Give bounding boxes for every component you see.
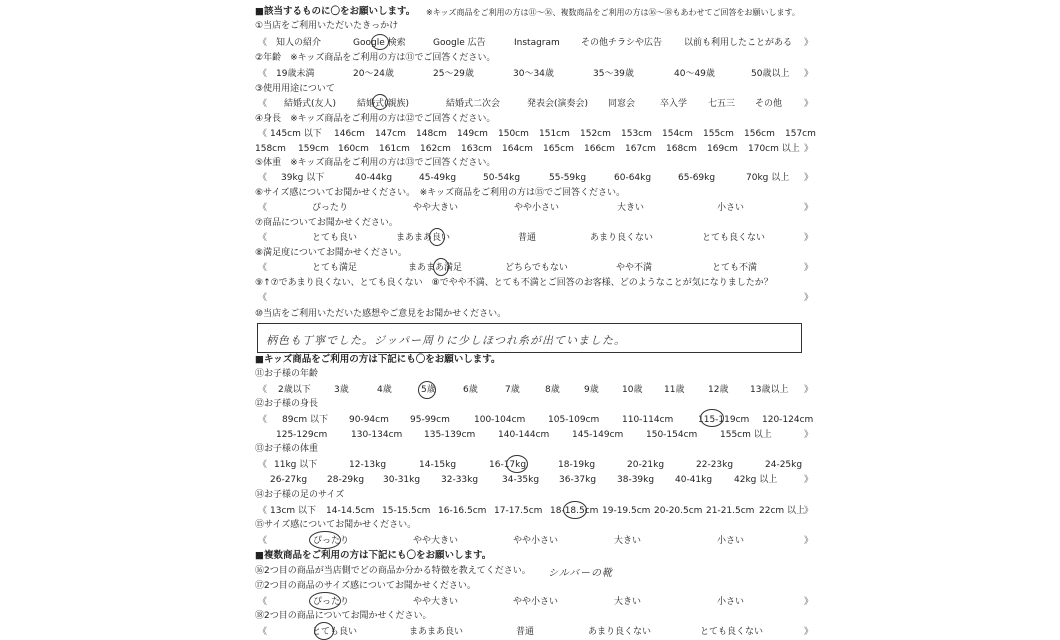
q4-option[interactable]: 156cm	[744, 129, 775, 139]
q4-option[interactable]: 167cm	[625, 144, 656, 154]
q12-option[interactable]: 100-104cm	[474, 415, 526, 425]
q8-option[interactable]: まあまあ満足	[408, 263, 463, 273]
q3-option[interactable]: 七五三	[708, 99, 736, 109]
q4-option[interactable]: 154cm	[662, 129, 693, 139]
q8-option[interactable]: やや不満	[616, 263, 653, 273]
q14-option[interactable]: 15-15.5cm	[382, 506, 431, 516]
q15-option[interactable]: 大きい	[614, 536, 642, 546]
q14-option[interactable]: 18-18.5cm	[550, 506, 599, 516]
kids-section-header: ■キッズ商品をご利用の方は下記にも〇をお願いします。	[255, 354, 501, 365]
q6-option[interactable]: やや小さい	[514, 203, 560, 213]
q12-option[interactable]: 115-119cm	[698, 415, 750, 425]
q11-hand-circle-mark	[418, 381, 436, 399]
q3-open-bracket: 《	[258, 99, 268, 109]
q18-open-bracket: 《	[258, 627, 268, 637]
q12-option[interactable]: 125-129cm	[276, 430, 328, 440]
q7-label: ⑦商品についてお聞かせください。	[255, 218, 398, 228]
q1-option[interactable]: 知人の紹介	[276, 38, 322, 48]
q7-option[interactable]: あまり良くない	[590, 233, 654, 243]
q13-open-bracket: 《	[258, 460, 268, 470]
q5-option[interactable]: 39kg 以下	[281, 173, 325, 183]
q13-option[interactable]: 22-23kg	[696, 460, 734, 470]
q4-label: ④身長 ※キッズ商品をご利用の方は⑫でご回答ください。	[255, 114, 496, 124]
q11-open-bracket: 《	[258, 385, 268, 395]
q9-label: ⑨↑⑦であまり良くない、とても良くない ⑧でやや不満、とても不満とご回答のお客様、どのようなことが気になりましたか？	[255, 278, 773, 288]
q8-label: ⑧満足度についてお聞かせください。	[255, 248, 407, 258]
q11-option[interactable]: 10歳	[622, 385, 643, 395]
q1-option[interactable]: Google 広告	[433, 38, 486, 48]
q4-option[interactable]: 157cm	[785, 129, 816, 139]
q13-option[interactable]: 20-21kg	[627, 460, 665, 470]
q14-open-bracket: 《	[258, 506, 268, 516]
q7-option[interactable]: とても良くない	[702, 233, 766, 243]
q2-option[interactable]: 30～34歳	[513, 69, 554, 79]
q12-option[interactable]: 155cm 以上	[720, 430, 772, 440]
q2-close-bracket: 》	[804, 69, 814, 79]
q5-option[interactable]: 55-59kg	[549, 173, 587, 183]
q1-label: ①当店をご利用いただいたきっかけ	[255, 21, 399, 31]
q12-option[interactable]: 145-149cm	[572, 430, 624, 440]
q14-option[interactable]: 20-20.5cm	[654, 506, 703, 516]
q8-option[interactable]: とても不満	[712, 263, 758, 273]
q2-option[interactable]: 25～29歳	[433, 69, 474, 79]
q18-hand-circle-mark	[314, 622, 334, 640]
q12-option[interactable]: 95-99cm	[410, 415, 450, 425]
q12-option[interactable]: 89cm 以下	[282, 415, 329, 425]
q11-option[interactable]: 2歳以下	[278, 385, 311, 395]
q8-close-bracket: 》	[804, 263, 814, 273]
q11-option[interactable]: 7歳	[505, 385, 520, 395]
q13-option[interactable]: 26-27kg	[270, 475, 308, 485]
q13-option[interactable]: 24-25kg	[765, 460, 803, 470]
q4-option[interactable]: 151cm	[539, 129, 570, 139]
q9-open-bracket: 《	[258, 293, 268, 303]
q4-option[interactable]: 158cm	[255, 144, 286, 154]
q4-option[interactable]: 153cm	[621, 129, 652, 139]
q6-option[interactable]: ぴったり	[312, 203, 349, 213]
q12-option[interactable]: 90-94cm	[349, 415, 389, 425]
q1-open-bracket: 《	[258, 38, 268, 48]
q15-open-bracket: 《	[258, 536, 268, 546]
q13-hand-circle-mark	[506, 455, 528, 473]
q11-option[interactable]: 11歳	[664, 385, 685, 395]
q13-label: ⑬お子様の体重	[255, 444, 319, 454]
q16-answer: シルバーの靴	[548, 568, 614, 579]
q8-hand-circle-mark	[433, 258, 449, 276]
q12-option[interactable]: 150-154cm	[646, 430, 698, 440]
q4-option[interactable]: 147cm	[375, 129, 406, 139]
q12-option[interactable]: 130-134cm	[351, 430, 403, 440]
survey-header: ■該当するものに〇をお願いします。	[255, 6, 416, 17]
q8-option[interactable]: どちらでもない	[505, 263, 568, 273]
q2-option[interactable]: 50歳以上	[751, 69, 790, 79]
q3-label: ③使用用途について	[255, 84, 335, 94]
q3-option[interactable]: 卒入学	[660, 99, 688, 109]
q12-option[interactable]: 110-114cm	[622, 415, 674, 425]
q14-option[interactable]: 17-17.5cm	[494, 506, 543, 516]
q13-close-bracket: 》	[804, 475, 814, 485]
q3-option[interactable]: 結婚式(友人)	[284, 99, 337, 109]
q18-option[interactable]: とても良い	[312, 627, 358, 637]
q5-close-bracket: 》	[804, 173, 814, 183]
q12-label: ⑫お子様の身長	[255, 399, 319, 409]
q13-option[interactable]: 12-13kg	[349, 460, 387, 470]
q8-option[interactable]: とても満足	[312, 263, 358, 273]
q13-option[interactable]: 34-35kg	[502, 475, 540, 485]
q13-option[interactable]: 14-15kg	[419, 460, 457, 470]
q18-option[interactable]: あまり良くない	[588, 627, 652, 637]
q4-option[interactable]: 165cm	[543, 144, 574, 154]
q5-option[interactable]: 50-54kg	[483, 173, 521, 183]
q4-open-bracket: 《	[258, 129, 268, 139]
q12-close-bracket: 》	[804, 430, 814, 440]
q15-option[interactable]: ぴったり	[313, 536, 350, 546]
q15-label: ⑮サイズ感についてお聞かせください。	[255, 520, 417, 530]
q3-option[interactable]: 結婚式二次会	[446, 99, 501, 109]
q7-option[interactable]: とても良い	[312, 233, 358, 243]
q17-option[interactable]: やや小さい	[513, 597, 559, 607]
q17-label: ⑰2つ目の商品のサイズ感についてお聞かせください。	[255, 581, 476, 591]
q4-option[interactable]: 169cm	[707, 144, 738, 154]
q11-option[interactable]: 12歳	[708, 385, 729, 395]
q11-option[interactable]: 9歳	[584, 385, 599, 395]
q7-hand-circle-mark	[429, 228, 445, 246]
q12-hand-circle-mark	[700, 409, 724, 427]
q4-close-bracket: 》	[804, 144, 814, 154]
q12-option[interactable]: 120-124cm	[762, 415, 814, 425]
q14-option[interactable]: 22cm 以上	[759, 506, 806, 516]
q4-option[interactable]: 160cm	[338, 144, 369, 154]
q18-option[interactable]: まあまあ良い	[409, 627, 464, 637]
q6-option[interactable]: やや大きい	[413, 203, 459, 213]
q3-option[interactable]: 同窓会	[608, 99, 636, 109]
q14-option[interactable]: 13cm 以下	[270, 506, 317, 516]
q17-option[interactable]: 小さい	[717, 597, 745, 607]
q18-option[interactable]: とても良くない	[700, 627, 764, 637]
q14-option[interactable]: 19-19.5cm	[602, 506, 651, 516]
q17-open-bracket: 《	[258, 597, 268, 607]
q14-close-bracket: 》	[804, 506, 814, 516]
q14-option[interactable]: 14-14.5cm	[326, 506, 375, 516]
q4-option[interactable]: 166cm	[584, 144, 615, 154]
q2-label: ②年齢 ※キッズ商品をご利用の方は⑪でご回答ください。	[255, 53, 496, 63]
q17-hand-circle-mark	[309, 592, 341, 610]
q7-open-bracket: 《	[258, 233, 268, 243]
q5-open-bracket: 《	[258, 173, 268, 183]
q11-option[interactable]: 13歳以上	[750, 385, 789, 395]
q11-option[interactable]: 5歳	[421, 385, 436, 395]
q1-option[interactable]: Google 検索	[353, 38, 406, 48]
q11-option[interactable]: 8歳	[545, 385, 560, 395]
q2-option[interactable]: 40～49歳	[674, 69, 715, 79]
q4-option[interactable]: 168cm	[666, 144, 697, 154]
q4-option[interactable]: 159cm	[298, 144, 329, 154]
q14-hand-circle-mark	[563, 501, 587, 519]
q17-option[interactable]: やや大きい	[413, 597, 459, 607]
q11-close-bracket: 》	[804, 385, 814, 395]
q13-option[interactable]: 36-37kg	[559, 475, 597, 485]
q6-open-bracket: 《	[258, 203, 268, 213]
multi-section-header: ■複数商品をご利用の方は下記にも〇をお願いします。	[255, 550, 492, 561]
q14-label: ⑭お子様の足のサイズ	[255, 490, 345, 500]
q5-option[interactable]: 40-44kg	[355, 173, 393, 183]
q6-label: ⑥サイズ感についてお聞かせください。 ※キッズ商品をご利用の方は⑮でご回答ください。	[255, 188, 626, 198]
q7-option[interactable]: まあまあ良い	[396, 233, 451, 243]
q12-option[interactable]: 105-109cm	[548, 415, 600, 425]
q3-close-bracket: 》	[804, 99, 814, 109]
q13-option[interactable]: 32-33kg	[441, 475, 479, 485]
q5-option[interactable]: 65-69kg	[678, 173, 716, 183]
q16-label: ⑯2つ目の商品が当店側でどの商品か分かる特徴を教えてください。	[255, 566, 531, 576]
q5-option[interactable]: 45-49kg	[419, 173, 457, 183]
q17-close-bracket: 》	[804, 597, 814, 607]
comment-box[interactable]	[257, 323, 802, 353]
q4-option[interactable]: 170cm 以上	[748, 144, 800, 154]
q1-hand-circle-mark	[371, 34, 389, 50]
q18-option[interactable]: 普通	[516, 627, 535, 637]
q4-option[interactable]: 148cm	[416, 129, 447, 139]
q17-option[interactable]: 大きい	[614, 597, 642, 607]
q1-close-bracket: 》	[804, 38, 814, 48]
q12-option[interactable]: 140-144cm	[498, 430, 550, 440]
survey-header-note: ※キッズ商品をご利用の方は⑪～⑯、複数商品をご利用の方は⑯～⑱もあわせてご回答をお願いします。	[426, 8, 800, 17]
q5-option[interactable]: 70kg 以上	[746, 173, 790, 183]
q1-option[interactable]: その他チラシや広告	[581, 38, 663, 48]
q13-option[interactable]: 40-41kg	[675, 475, 713, 485]
q3-option[interactable]: その他	[755, 99, 783, 109]
q2-option[interactable]: 20～24歳	[353, 69, 394, 79]
q4-option[interactable]: 162cm	[420, 144, 451, 154]
q4-option[interactable]: 164cm	[502, 144, 533, 154]
q11-option[interactable]: 6歳	[463, 385, 478, 395]
q15-close-bracket: 》	[804, 536, 814, 546]
q5-label: ⑤体重 ※キッズ商品をご利用の方は⑬でご回答ください。	[255, 158, 496, 168]
q6-option[interactable]: 大きい	[617, 203, 645, 213]
q14-option[interactable]: 21-21.5cm	[706, 506, 755, 516]
q1-option[interactable]: 以前も利用したことがある	[684, 38, 793, 48]
q18-label: ⑱2つ目の商品についてお聞かせください。	[255, 611, 432, 621]
q12-option[interactable]: 135-139cm	[424, 430, 476, 440]
q15-option[interactable]: やや小さい	[513, 536, 559, 546]
q3-hand-circle-mark	[372, 94, 388, 110]
q13-option[interactable]: 16-17kg	[489, 460, 527, 470]
q2-open-bracket: 《	[258, 69, 268, 79]
q4-option[interactable]: 163cm	[461, 144, 492, 154]
q5-option[interactable]: 60-64kg	[614, 173, 652, 183]
q4-option[interactable]: 161cm	[379, 144, 410, 154]
comment-text: 柄色も丁寧でした。ジッパー周りに少しほつれ糸が出ていました。	[266, 334, 626, 347]
q7-option[interactable]: 普通	[518, 233, 537, 243]
q13-option[interactable]: 18-19kg	[558, 460, 596, 470]
q2-option[interactable]: 35～39歳	[593, 69, 634, 79]
q13-option[interactable]: 30-31kg	[383, 475, 421, 485]
q4-option[interactable]: 149cm	[457, 129, 488, 139]
q4-option[interactable]: 152cm	[580, 129, 611, 139]
q13-option[interactable]: 11kg 以下	[274, 460, 318, 470]
q10-label: ⑩当店をご利用いただいた感想やご意見をお聞かせください。	[255, 309, 507, 319]
q15-hand-circle-mark	[309, 531, 341, 549]
q13-option[interactable]: 28-29kg	[327, 475, 365, 485]
q15-option[interactable]: 小さい	[717, 536, 745, 546]
q11-label: ⑪お子様の年齢	[255, 369, 319, 379]
q14-option[interactable]: 16-16.5cm	[438, 506, 487, 516]
q12-open-bracket: 《	[258, 415, 268, 425]
q8-open-bracket: 《	[258, 263, 268, 273]
q13-option[interactable]: 38-39kg	[617, 475, 655, 485]
q9-close-bracket: 》	[804, 293, 814, 303]
q1-option[interactable]: Instagram	[514, 38, 560, 48]
q3-option[interactable]: 結婚式(親族)	[357, 99, 410, 109]
q18-close-bracket: 》	[804, 627, 814, 637]
q6-close-bracket: 》	[804, 203, 814, 213]
q4-option[interactable]: 150cm	[498, 129, 529, 139]
q6-option[interactable]: 小さい	[717, 203, 745, 213]
q13-option[interactable]: 42kg 以上	[734, 475, 778, 485]
q4-option[interactable]: 155cm	[703, 129, 734, 139]
q2-option[interactable]: 19歳未満	[276, 69, 315, 79]
q4-option[interactable]: 146cm	[334, 129, 365, 139]
q15-option[interactable]: やや大きい	[413, 536, 459, 546]
q11-option[interactable]: 3歳	[334, 385, 349, 395]
q7-close-bracket: 》	[804, 233, 814, 243]
q11-option[interactable]: 4歳	[377, 385, 392, 395]
q17-option[interactable]: ぴったり	[313, 597, 350, 607]
q4-option[interactable]: 145cm 以下	[270, 129, 322, 139]
q3-option[interactable]: 発表会(演奏会)	[527, 99, 589, 109]
